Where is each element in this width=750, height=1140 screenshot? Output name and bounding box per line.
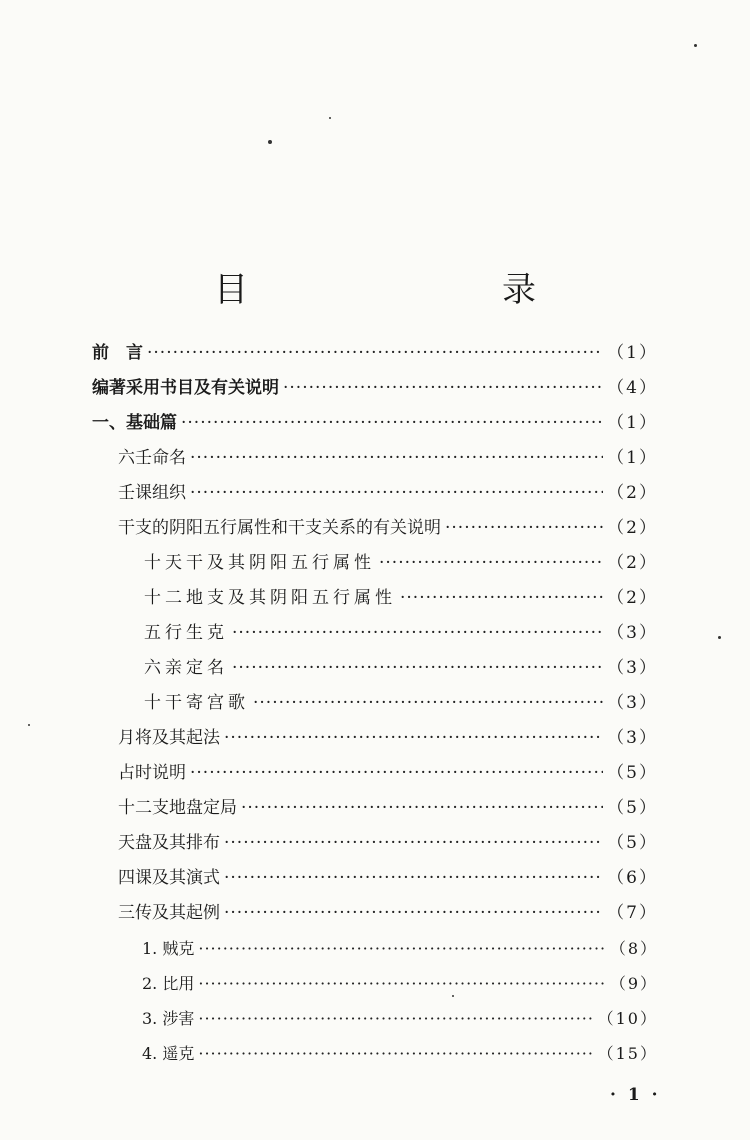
toc-entry-page: （2） xyxy=(607,553,658,573)
dot-leader xyxy=(198,1001,593,1036)
toc-entry-label: 六壬命名 xyxy=(118,448,186,468)
toc-entry-page: （2） xyxy=(607,588,658,608)
toc-entry-page: （2） xyxy=(607,518,658,538)
toc-entry-label: 壬课组织 xyxy=(118,483,186,503)
toc-entry xyxy=(92,406,658,441)
toc-entry xyxy=(92,651,658,686)
toc-entry-label: 月将及其起法 xyxy=(118,728,220,748)
toc-entry-label: 六亲定名 xyxy=(144,658,228,678)
toc-entry-label: 十二支地盘定局 xyxy=(118,798,237,818)
table-of-contents xyxy=(92,336,658,1071)
dot-leader xyxy=(400,581,603,616)
toc-entry xyxy=(92,581,658,616)
toc-entry xyxy=(92,616,658,651)
scan-speck xyxy=(28,724,30,726)
toc-entry-page: （3） xyxy=(607,623,658,643)
dot-leader xyxy=(445,511,603,546)
dot-leader xyxy=(379,546,603,581)
dot-leader xyxy=(241,791,603,826)
toc-entry-page: （1） xyxy=(607,413,658,433)
scan-speck xyxy=(329,117,331,119)
page-number: · 1 · xyxy=(610,1085,661,1105)
toc-entry xyxy=(92,511,658,546)
toc-entry xyxy=(92,931,658,966)
scan-speck xyxy=(452,995,454,997)
page-title: 目 录 xyxy=(214,270,598,310)
dot-leader xyxy=(232,616,603,651)
toc-entry-label: 编著采用书目及有关说明 xyxy=(92,378,279,398)
dot-leader xyxy=(190,476,603,511)
dot-leader xyxy=(147,336,603,371)
dot-leader xyxy=(232,651,603,686)
toc-entry-page: （7） xyxy=(607,903,658,923)
toc-entry-page: （4） xyxy=(607,378,658,398)
toc-entry xyxy=(92,686,658,721)
toc-entry-page: （2） xyxy=(607,483,658,503)
toc-entry-label: 五行生克 xyxy=(144,623,228,643)
toc-entry-label: 干支的阴阳五行属性和干支关系的有关说明 xyxy=(118,518,441,538)
dot-leader xyxy=(181,406,603,441)
scan-speck xyxy=(718,636,721,639)
toc-entry xyxy=(92,896,658,931)
toc-entry xyxy=(92,1001,658,1036)
toc-entry-label: 十天干及其阴阳五行属性 xyxy=(144,553,375,573)
toc-entry-label: 2. 比用 xyxy=(142,974,195,993)
toc-entry xyxy=(92,336,658,371)
dot-leader xyxy=(198,1036,593,1071)
toc-entry xyxy=(92,826,658,861)
dot-leader xyxy=(224,861,603,896)
toc-entry xyxy=(92,966,658,1001)
toc-entry-page: （3） xyxy=(607,728,658,748)
toc-entry-page: （8） xyxy=(609,939,658,958)
toc-entry xyxy=(92,756,658,791)
toc-entry-page: （5） xyxy=(607,798,658,818)
toc-entry xyxy=(92,721,658,756)
dot-leader xyxy=(224,896,603,931)
toc-entry-page: （15） xyxy=(597,1044,658,1063)
toc-entry-page: （5） xyxy=(607,833,658,853)
toc-entry-label: 四课及其演式 xyxy=(118,868,220,888)
toc-entry-page: （5） xyxy=(607,763,658,783)
dot-leader xyxy=(253,686,603,721)
scan-speck xyxy=(268,140,272,144)
toc-entry-label: 十二地支及其阴阳五行属性 xyxy=(144,588,396,608)
toc-entry xyxy=(92,476,658,511)
dot-leader xyxy=(198,931,605,966)
scan-speck xyxy=(694,44,697,47)
toc-entry-page: （9） xyxy=(609,974,658,993)
toc-entry-label: 4. 遥克 xyxy=(142,1044,195,1063)
dot-leader xyxy=(190,756,603,791)
toc-entry xyxy=(92,546,658,581)
dot-leader xyxy=(224,826,603,861)
dot-leader xyxy=(283,371,603,406)
toc-entry xyxy=(92,861,658,896)
dot-leader xyxy=(224,721,603,756)
toc-entry-label: 十干寄宫歌 xyxy=(144,693,249,713)
toc-entry-page: （10） xyxy=(597,1009,658,1028)
toc-entry xyxy=(92,791,658,826)
toc-entry-page: （6） xyxy=(607,868,658,888)
dot-leader xyxy=(190,441,603,476)
toc-entry xyxy=(92,441,658,476)
toc-entry-label: 天盘及其排布 xyxy=(118,833,220,853)
toc-entry-label: 一、基础篇 xyxy=(92,413,177,433)
toc-entry-label: 3. 涉害 xyxy=(142,1009,195,1028)
toc-entry-label: 占时说明 xyxy=(118,763,186,783)
toc-entry-page: （3） xyxy=(607,658,658,678)
toc-entry-label: 三传及其起例 xyxy=(118,903,220,923)
dot-leader xyxy=(198,966,605,1001)
toc-entry-page: （1） xyxy=(607,448,658,468)
toc-entry-label: 前 言 xyxy=(92,343,143,363)
toc-entry-label: 1. 贼克 xyxy=(142,939,195,958)
toc-entry xyxy=(92,1036,658,1071)
toc-entry-page: （3） xyxy=(607,693,658,713)
toc-entry xyxy=(92,371,658,406)
toc-entry-page: （1） xyxy=(607,343,658,363)
